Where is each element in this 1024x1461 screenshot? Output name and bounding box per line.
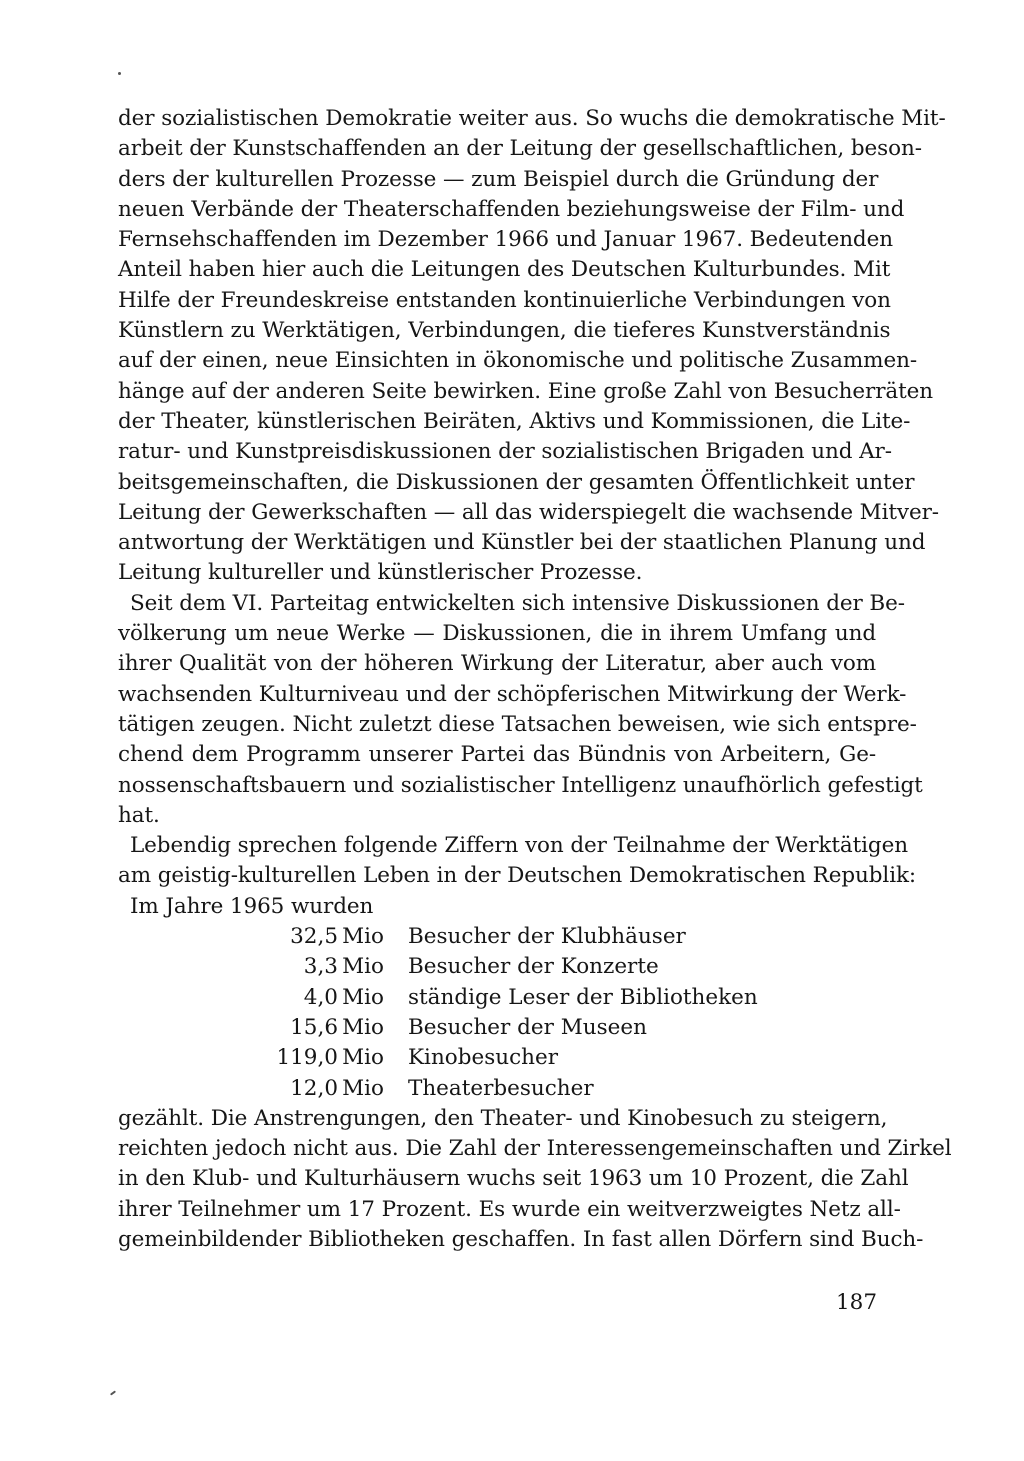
text-line: völkerung um neue Werke — Diskussionen, die in ihrem Umfang und <box>118 621 876 647</box>
paragraph-1 <box>118 104 946 589</box>
stat-value: 12,0 <box>290 1075 338 1101</box>
stat-row <box>118 952 876 982</box>
stat-label: Besucher der Klubhäuser <box>408 924 686 950</box>
text-line: wachsenden Kulturniveau und der schöpferischen Mitwirkung der Werk- <box>118 681 907 707</box>
text-line: Seit dem VI. Parteitag entwickelten sich intensive Diskussionen der Be- <box>130 590 905 616</box>
stat-unit: Mio <box>342 1045 384 1071</box>
stat-row <box>118 1043 876 1073</box>
stat-value: 32,5 <box>290 924 338 950</box>
text-line: Hilfe der Freundeskreise entstanden kontinuierliche Verbindungen von <box>118 287 891 313</box>
stat-label: Kinobesucher <box>408 1045 558 1071</box>
stat-label: Theaterbesucher <box>408 1075 594 1101</box>
text-line: am geistig-kulturellen Leben in der Deutschen Demokratischen Republik: <box>118 863 917 889</box>
text-line: der sozialistischen Demokratie weiter aus. So wuchs die demokratische Mit- <box>118 106 946 131</box>
text-line: chend dem Programm unserer Partei das Bündnis von Arbeitern, Ge- <box>118 742 876 768</box>
stat-label: Besucher der Museen <box>408 1014 647 1040</box>
stat-row <box>118 983 876 1013</box>
text-line: Fernsehschaffenden im Dezember 1966 und Januar 1967. Bedeutenden <box>118 227 893 253</box>
text-line: beitsgemeinschaften, die Diskussionen der gesamten Öffentlichkeit unter <box>118 469 915 495</box>
stat-unit: Mio <box>342 1014 384 1040</box>
text-line: Anteil haben hier auch die Leitungen des Deutschen Kulturbundes. Mit <box>118 257 891 283</box>
text-line: auf der einen, neue Einsichten in ökonomische und politische Zusammen- <box>118 348 917 374</box>
paragraph-3 <box>118 831 917 922</box>
stats-intro: Im Jahre 1965 wurden <box>130 893 374 919</box>
text-line: ihrer Qualität von der höheren Wirkung der Literatur, aber auch vom <box>118 651 876 677</box>
scan-speck <box>118 72 121 75</box>
text-line: Lebendig sprechen folgende Ziffern von der Teilnahme der Werktätigen <box>130 833 908 859</box>
text-line: der Theater, künstlerischen Beiräten, Aktivs und Kommissionen, die Lite- <box>118 408 911 434</box>
text-line: ratur- und Kunstpreisdiskussionen der sozialistischen Brigaden und Ar- <box>118 439 892 465</box>
text-line: neuen Verbände der Theaterschaffenden beziehungsweise der Film- und <box>118 196 905 222</box>
text-line: Leitung der Gewerkschaften — all das widerspiegelt die wachsende Mitver- <box>118 499 939 525</box>
scan-speck <box>110 1390 116 1395</box>
page-body <box>118 104 952 1255</box>
stat-unit: Mio <box>342 1075 384 1101</box>
page-number: 187 <box>836 1290 878 1315</box>
stat-label: Besucher der Konzerte <box>408 954 659 980</box>
text-line: hat. <box>118 802 160 828</box>
stat-label: ständige Leser der Bibliotheken <box>408 984 758 1010</box>
stat-row <box>118 1074 876 1104</box>
text-line: Leitung kultureller und künstlerischer Prozesse. <box>118 560 643 586</box>
stat-value: 15,6 <box>290 1014 338 1040</box>
text-line: nossenschaftsbauern und sozialistischer Intelligenz unaufhörlich gefestigt <box>118 772 923 798</box>
text-line: antwortung der Werktätigen und Künstler bei der staatlichen Planung und <box>118 530 926 556</box>
text-line: Künstlern zu Werktätigen, Verbindungen, die tieferes Kunstverständnis <box>118 318 891 344</box>
text-line: gezählt. Die Anstrengungen, den Theater- und Kinobesuch zu steigern, <box>118 1105 888 1131</box>
text-line: reichten jedoch nicht aus. Die Zahl der Interessengemeinschaften und Zirkel <box>118 1136 952 1162</box>
text-line: tätigen zeugen. Nicht zuletzt diese Tatsachen beweisen, wie sich entspre- <box>118 711 917 737</box>
stats-table <box>118 922 876 1104</box>
stat-row <box>118 922 876 952</box>
stat-row <box>118 1013 876 1043</box>
text-line: arbeit der Kunstschaffenden an der Leitung der gesellschaftlichen, beson- <box>118 136 922 162</box>
text-line: in den Klub- und Kulturhäusern wuchs seit 1963 um 10 Prozent, die Zahl <box>118 1166 909 1192</box>
stat-unit: Mio <box>342 924 384 950</box>
text-line: hänge auf der anderen Seite bewirken. Eine große Zahl von Besucherräten <box>118 378 934 404</box>
text-line: ihrer Teilnehmer um 17 Prozent. Es wurde ein weitverzweigtes Netz all- <box>118 1196 901 1222</box>
stat-unit: Mio <box>342 954 384 980</box>
stat-value: 3,3 <box>303 954 338 980</box>
stat-value: 119,0 <box>276 1045 338 1071</box>
paragraph-2 <box>118 589 923 831</box>
stat-unit: Mio <box>342 984 384 1010</box>
text-line: gemeinbildender Bibliotheken geschaffen. In fast allen Dörfern sind Buch- <box>118 1226 924 1252</box>
stat-value: 4,0 <box>303 984 338 1010</box>
text-line: ders der kulturellen Prozesse — zum Beispiel durch die Gründung der <box>118 166 879 192</box>
paragraph-4 <box>118 1104 952 1255</box>
